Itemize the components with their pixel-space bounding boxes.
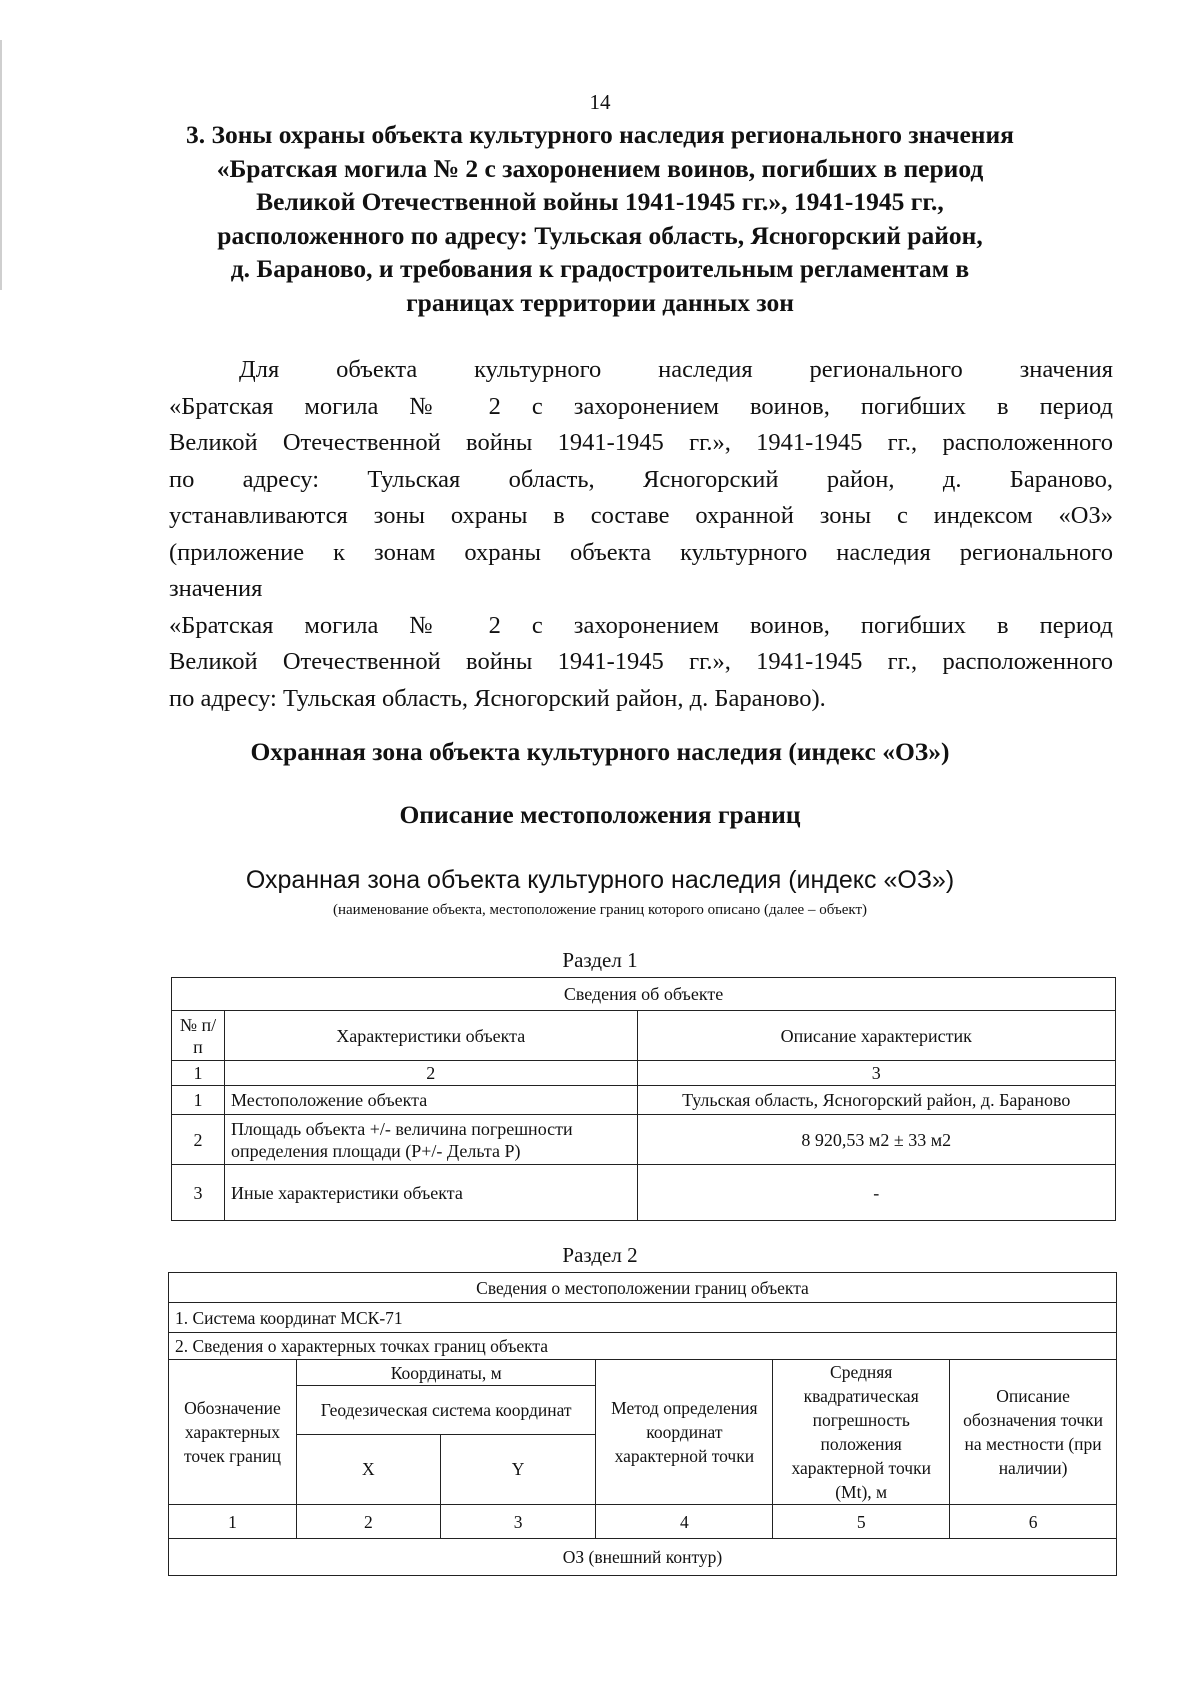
paragraph-line: по адресу: Тульская область, Ясногорский район, д. Бараново).	[169, 684, 826, 712]
row-characteristic: Местоположение объекта	[224, 1086, 637, 1115]
description-subheading: Описание местоположения границ	[399, 800, 801, 829]
col-header-y: Y	[440, 1434, 596, 1505]
paragraph-line: значения	[169, 575, 263, 602]
col-number: 2	[224, 1061, 637, 1086]
col-header-designation: Обозначение характерных точек границ	[169, 1360, 297, 1505]
paragraph-line: «Братская могила № 2 с захоронением воинов, погибших в период	[169, 392, 1113, 420]
col-number: 4	[596, 1505, 773, 1539]
section1-label: Раздел 1	[562, 948, 638, 972]
col-number: 1	[169, 1505, 297, 1539]
object-info-table	[171, 977, 1116, 1221]
col-header-x: X	[296, 1434, 440, 1505]
object-name-note: (наименование объекта, местоположение границ которого описано (далее – объект)	[332, 902, 868, 918]
heading-line: «Братская могила № 2 с захоронением воинов, погибших в период	[216, 153, 984, 183]
heading-line: границах территории данных зон	[406, 287, 794, 317]
boundary-info-table	[168, 1272, 1117, 1576]
col-header-characteristics: Характеристики объекта	[224, 1011, 637, 1061]
points-info: 2. Сведения о характерных точках границ объекта	[169, 1333, 1117, 1360]
paragraph-line: «Братская могила № 2 с захоронением воинов, погибших в период	[169, 611, 1113, 639]
section-heading	[150, 118, 1050, 319]
col-number: 5	[773, 1505, 950, 1539]
table-row	[172, 1115, 1116, 1165]
paragraph-line: по адресу: Тульская область, Ясногорский район, д. Бараново,	[169, 465, 1113, 493]
row-characteristic: Площадь объекта +/- величина погрешности определения площади (P+/- Дельта P)	[224, 1115, 637, 1165]
paragraph-line: (приложение к зонам охраны объекта культурного наследия регионального	[169, 538, 1113, 566]
col-header-point-description: Описание обозначения точки на местности (при наличии)	[950, 1360, 1117, 1505]
col-header-method: Метод определения координат характерной точки	[596, 1360, 773, 1505]
col-header-coordinates: Координаты, м	[296, 1360, 596, 1386]
col-header-error: Средняя квадратическая погрешность положения характерной точки (Mt), м	[773, 1360, 950, 1505]
section2-label: Раздел 2	[562, 1243, 638, 1267]
coordinate-system: 1. Система координат МСК-71	[169, 1303, 1117, 1333]
row-number: 2	[172, 1115, 225, 1165]
paragraph-line: Для объекта культурного наследия регионального значения	[239, 356, 1113, 383]
body-paragraph	[169, 352, 1113, 717]
row-number: 1	[172, 1086, 225, 1115]
col-header-number: № п/п	[172, 1011, 225, 1061]
row-value: Тульская область, Ясногорский район, д. Бараново	[637, 1086, 1115, 1115]
heading-line: д. Бараново, и требования к градостроительным регламентам в	[230, 254, 970, 283]
heading-line: Великой Отечественной войны 1941-1945 гг.», 1941-1945 гг.,	[256, 187, 944, 216]
paragraph-line: Великой Отечественной войны 1941-1945 гг.», 1941-1945 гг., расположенного	[169, 429, 1113, 456]
col-number: 3	[637, 1061, 1115, 1086]
zone-subheading: Охранная зона объекта культурного наследия (индекс «ОЗ»)	[250, 737, 950, 766]
table-row	[172, 1086, 1116, 1115]
table-row	[172, 1165, 1116, 1221]
col-number: 1	[172, 1061, 225, 1086]
row-value: 8 920,53 м2 ± 33 м2	[637, 1115, 1115, 1165]
contour-label: ОЗ (внешний контур)	[169, 1539, 1117, 1576]
heading-line: 3. Зоны охраны объекта культурного наследия регионального значения	[186, 120, 1014, 149]
heading-line: расположенного по адресу: Тульская область, Ясногорский район,	[217, 220, 983, 250]
page-number: 14	[589, 90, 611, 114]
paragraph-line: устанавливаются зоны охраны в составе охранной зоны с индексом «ОЗ»	[169, 502, 1113, 529]
row-characteristic: Иные характеристики объекта	[224, 1165, 637, 1221]
col-number: 6	[950, 1505, 1117, 1539]
col-header-geodesic: Геодезическая система координат	[296, 1386, 596, 1434]
table-title: Сведения об объекте	[172, 978, 1116, 1011]
object-name: Охранная зона объекта культурного наследия (индекс «ОЗ»)	[245, 866, 955, 894]
col-number: 3	[440, 1505, 596, 1539]
row-number: 3	[172, 1165, 225, 1221]
table-title: Сведения о местоположении границ объекта	[169, 1273, 1117, 1303]
scan-edge	[0, 40, 2, 290]
col-number: 2	[296, 1505, 440, 1539]
row-value: -	[637, 1165, 1115, 1221]
paragraph-line: Великой Отечественной войны 1941-1945 гг.», 1941-1945 гг., расположенного	[169, 648, 1113, 675]
col-header-description: Описание характеристик	[637, 1011, 1115, 1061]
